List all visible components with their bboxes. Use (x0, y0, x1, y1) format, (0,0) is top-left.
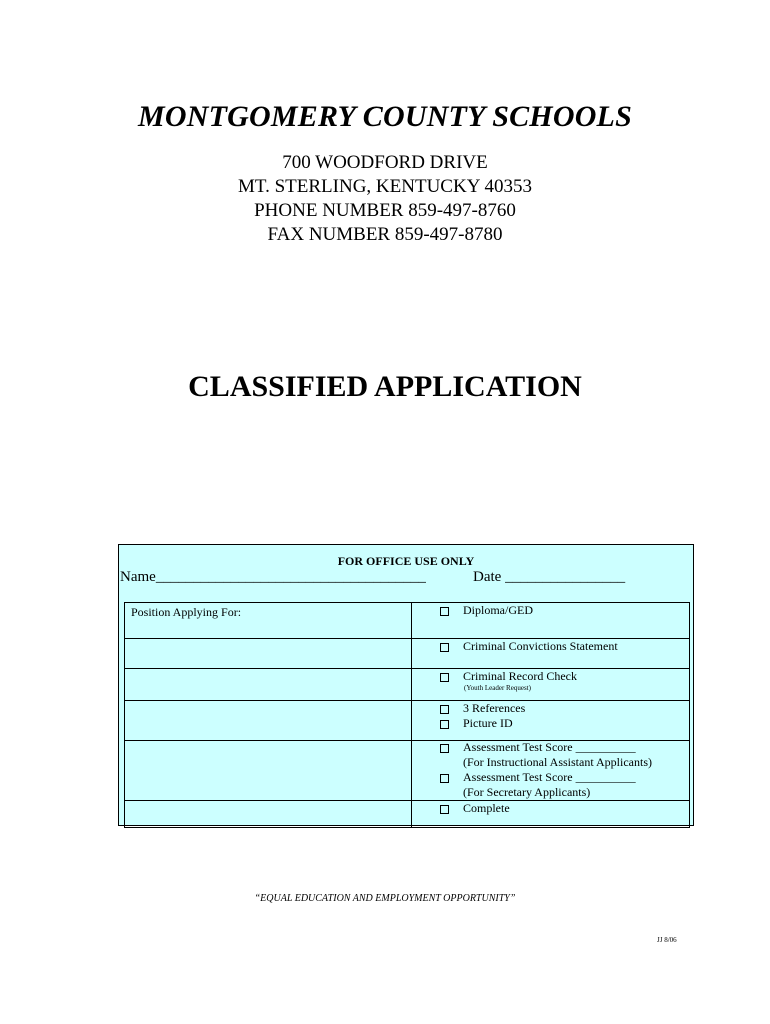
address-street: 700 WOODFORD DRIVE (282, 152, 488, 173)
checkbox[interactable] (440, 774, 449, 783)
checkbox[interactable] (440, 607, 449, 616)
office-checklist-table (124, 602, 690, 828)
column-divider (411, 603, 412, 827)
checklist-label: 3 References (463, 701, 526, 715)
application-title: CLASSIFIED APPLICATION (188, 370, 582, 403)
address-city: MT. STERLING, KENTUCKY 40353 (238, 176, 532, 197)
checklist-item-complete[interactable] (440, 801, 510, 816)
row-divider (125, 668, 689, 669)
checklist-label: Diploma/GED (463, 603, 533, 617)
position-applying-for-field[interactable]: Position Applying For: (131, 605, 242, 619)
office-use-heading: FOR OFFICE USE ONLY (337, 554, 475, 568)
phone-number: PHONE NUMBER 859-497-8760 (254, 200, 516, 221)
checklist-label: Criminal Record Check (463, 669, 577, 683)
equal-opportunity-statement: “EQUAL EDUCATION AND EMPLOYMENT OPPORTUNITY” (254, 893, 516, 904)
checklist-item-diploma[interactable] (440, 603, 533, 618)
assessment-instructional-note: (For Instructional Assistant Applicants) (463, 755, 652, 769)
checklist-item-assessment-secretary[interactable] (440, 770, 636, 785)
checklist-item-picture-id[interactable] (440, 716, 513, 731)
checklist-label: Complete (463, 801, 510, 815)
checkbox[interactable] (440, 720, 449, 729)
assessment-secretary-note: (For Secretary Applicants) (463, 785, 591, 799)
checklist-item-assessment-instructional[interactable] (440, 740, 636, 755)
checklist-item-convictions-statement[interactable] (440, 639, 618, 654)
address-block (0, 151, 770, 247)
date-field[interactable]: Date ________________ (473, 569, 626, 585)
checkbox[interactable] (440, 744, 449, 753)
school-name: MONTGOMERY COUNTY SCHOOLS (138, 100, 632, 133)
row-divider (125, 700, 689, 701)
checklist-label: Assessment Test Score __________ (463, 770, 636, 784)
name-field[interactable]: Name____________________________________ (120, 569, 426, 585)
checklist-item-record-check[interactable] (440, 669, 577, 684)
checkbox[interactable] (440, 705, 449, 714)
revision-code: JJ 8/06 (657, 936, 677, 944)
checkbox[interactable] (440, 643, 449, 652)
checklist-label: Picture ID (463, 716, 513, 730)
checkbox[interactable] (440, 805, 449, 814)
checkbox[interactable] (440, 673, 449, 682)
row-divider (125, 800, 689, 801)
checklist-label: Assessment Test Score __________ (463, 740, 636, 754)
checklist-label: Criminal Convictions Statement (463, 639, 618, 653)
record-check-note: (Youth Leader Request) (464, 684, 531, 692)
fax-number: FAX NUMBER 859-497-8780 (267, 224, 503, 245)
checklist-item-references[interactable] (440, 701, 525, 716)
